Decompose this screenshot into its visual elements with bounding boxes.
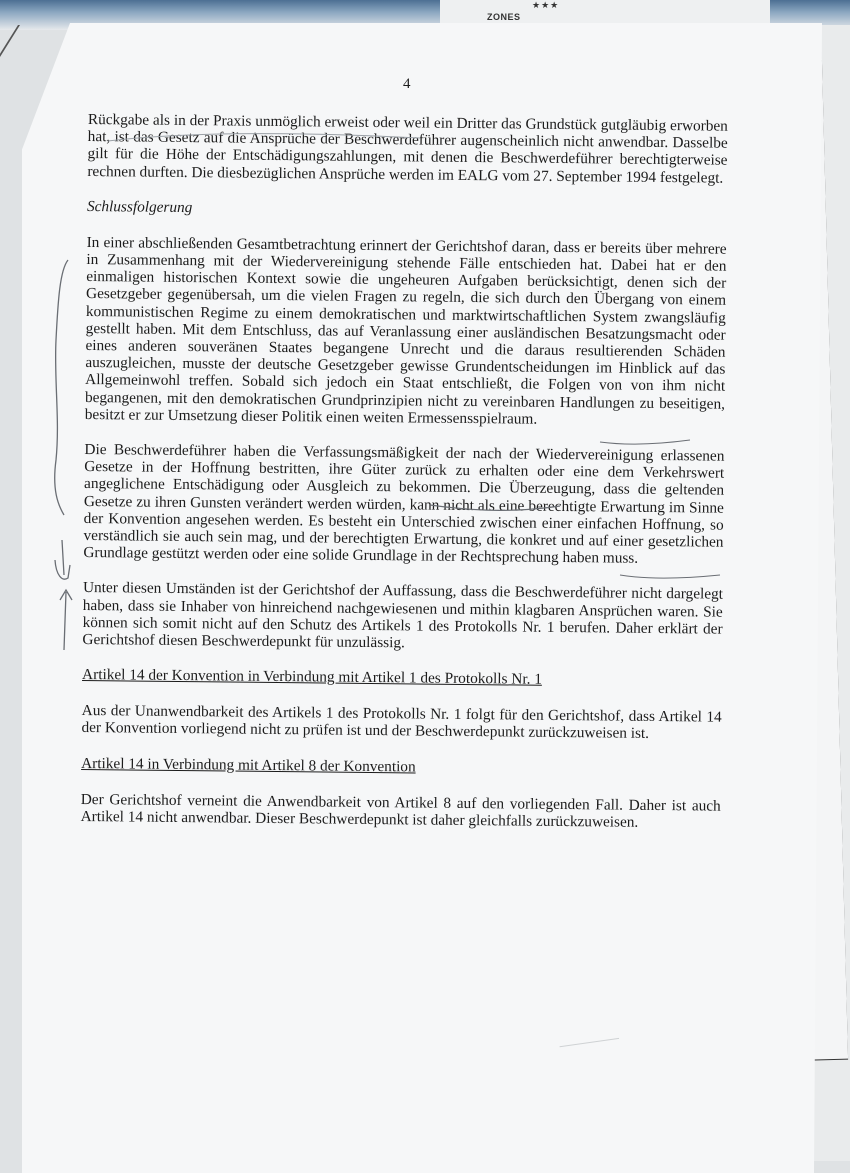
heading-article-14-article-8: Artikel 14 in Verbindung mit Artikel 8 der Konvention bbox=[81, 754, 416, 776]
paragraph-restitution: Rückgabe als in der Praxis unmöglich erweist oder weil ein Dritter das Grundstück gutgläubig erworben hat, ist das Gesetz auf die Ansprüche der Beschwerdeführer augenscheinlich nicht anwendbar. Dasselbe gilt für die Höhe der Entschädigungszahlungen, mit denen die Beschwerdeführer berechtigterweise rechnen durften. Die diesbezüglichen Ansprüche werden im EALG vom 27. September 1994 festgelegt. bbox=[87, 111, 728, 187]
paragraph-article-14-protocol-1: Aus der Unanwendbarkeit des Artikels 1 des Protokolls Nr. 1 folgt für den Gerichtshof, dass Artikel 14 der Konvention vorliegend nicht zu prüfen ist und der Beschwerdepunkt zurückzuweisen ist. bbox=[81, 702, 722, 743]
page-number: 4 bbox=[403, 76, 411, 92]
paragraph-article-14-article-8: Der Gerichtshof verneint die Anwendbarkeit von Artikel 8 auf den vorliegenden Fall. Daher ist auch Artikel 14 nicht anwendbar. Dieser Beschwerdepunkt ist daher gleichfalls zurückzuweisen. bbox=[80, 790, 721, 831]
heading-article-14-protocol-1: Artikel 14 der Konvention in Verbindung mit Artikel 1 des Protokolls Nr. 1 bbox=[82, 666, 543, 689]
paragraph-inadmissible: Unter diesen Umständen ist der Gerichtshof der Auffassung, dass die Beschwerdeführer nicht dargelegt haben, dass sie Inhaber von hinreichend nachgewiesenen und mithin klagbaren Ansprüchen waren. Sie können sich somit nicht auf den Schutz des Artikels 1 des Protokolls Nr. 1 berufen. Daher erklärt der Gerichtshof diesen Beschwerdepunkt für unzulässig. bbox=[82, 579, 724, 652]
paragraph-legitimate-expectation: Die Beschwerdeführer haben die Verfassungsmäßigkeit der nach der Wiedervereinigung erlassenen Gesetze in der Hoffnung bestritten, ihre Güter zurück zu erhalten oder eine dem Verkehrswert angeglichene Entschädigung oder Ausgleich zu bekommen. Die Überzeugung, dass die geltenden Gesetze zu ihren Gunsten verändert werden würden, kann nicht als eine berechtigte Erwartung im Sinne der Konvention angesehen werden. Es besteht ein Unterschied zwischen einer einfachen Hoffnung, so verständlich sie auch sein mag, und der berechtigten Erwartung, die konkret und auf einer gesetzlichen Grundlage gestützt werden oder eine solide Grundlage in der Rechtsprechung haben muss. bbox=[83, 441, 725, 568]
back-sheet-label: ZONES bbox=[487, 12, 521, 22]
document-body bbox=[80, 111, 728, 850]
heading-conclusion: Schlussfolgerung bbox=[86, 197, 193, 216]
paragraph-overall-assessment: In einer abschließenden Gesamtbetrachtung erinnert der Gerichtshof daran, dass er bereits über mehrere in Zusammenhang mit der Wiedervereinigung stehende Fälle entschieden hat. Dabei hat er den einmaligen historischen Kontext sowie die ungeheuren Aufgaben berücksichtigt, denen sich der Gesetzgeber gegenübersah, um die vielen Fragen zu regeln, die sich durch den Übergang von einem kommunistischen Regime zu einem demokratischen und marktwirtschaftlichen System zwangsläufig gestellt haben. Mit dem Entschluss, das auf Veranlassung einer ausländischen Besatzungsmacht oder eines anderen souveränen Staates begangene Unrecht und die daraus resultierenden Schäden auszugleichen, musste der deutsche Gesetzgeber gewisse Grundentscheidungen im Hinblick auf das Allgemeinwohl treffen. Sobald sich jedoch ein Staat entschließt, die Folgen von von ihm nicht begangenen, mit den demokratischen Grundprinzipien nicht zu vereinbaren Handlungen zu beseitigen, besitzt er zur Umsetzung dieser Politik einen weiten Ermessensspielraum. bbox=[84, 233, 727, 428]
eu-stars-logo: ★★★ bbox=[532, 0, 560, 10]
